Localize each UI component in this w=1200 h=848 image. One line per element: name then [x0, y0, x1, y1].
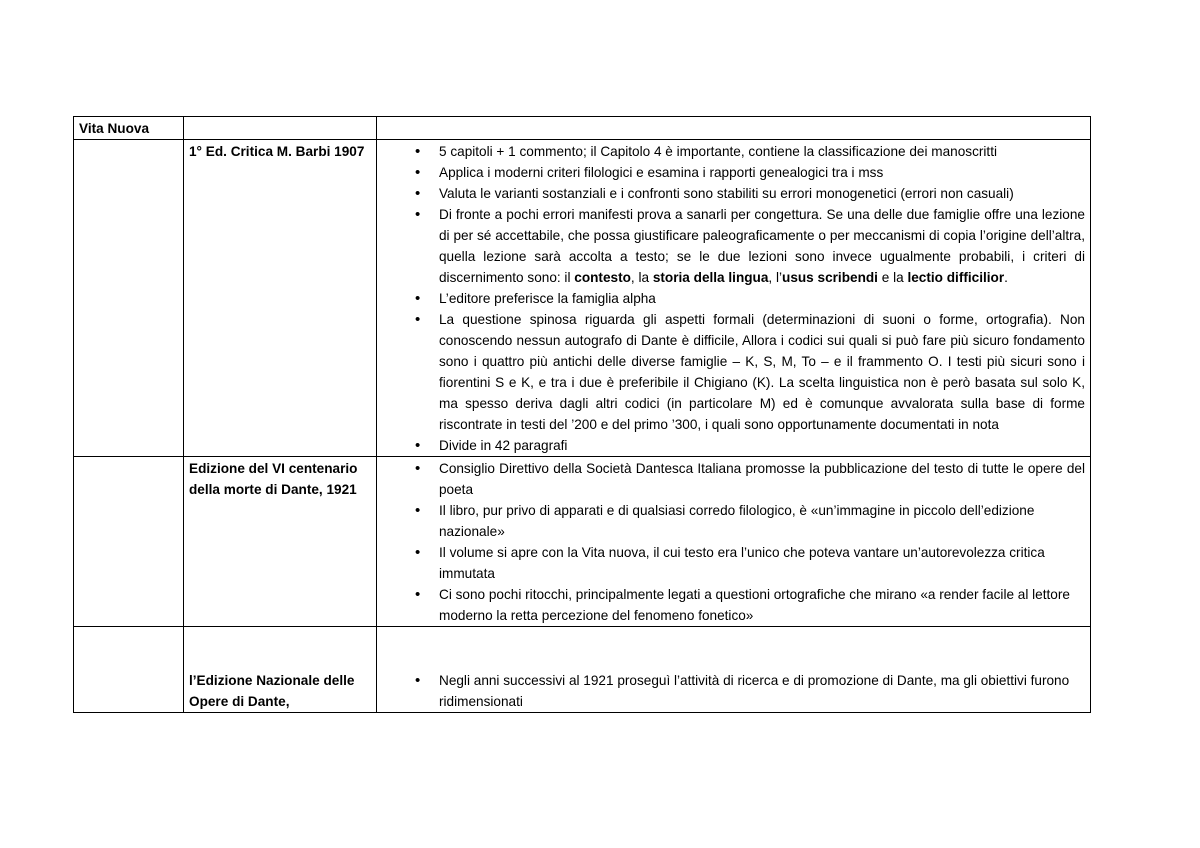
- cell-spacer: [382, 628, 1085, 670]
- empty-cell: [74, 140, 184, 457]
- table-row: [74, 140, 1091, 457]
- bullet-list: [382, 458, 1085, 626]
- vita-nuova-table: [73, 116, 1091, 713]
- notes-cell: [377, 627, 1091, 713]
- edition-label: 1° Ed. Critica M. Barbi 1907: [184, 140, 377, 457]
- criterion-history: storia della lingua: [652, 270, 769, 285]
- criterion-lectio: lectio difficilior: [907, 270, 1005, 285]
- list-item: • Applica i moderni criteri filologici e esamina i rapporti genealogici tra i mss: [439, 162, 1085, 183]
- list-item: • L’editore preferisce la famiglia alpha: [439, 288, 1085, 309]
- list-item-text: Di fronte a pochi errori manifesti prova a sanarli per congettura. Se una delle due famiglie offre una lezione di per sé accettabile, che possa giustificare paleograficamente o per meccanismi di copia l’origine dell’altra, quella lezione sarà accolta a testo; se le due lezioni sono invece ugualmente probabili, i criteri di discernimento sono: il: [439, 207, 1085, 285]
- list-item: • 5 capitoli + 1 commento; il Capitolo 4 è importante, contiene la classificazione dei manoscritti: [439, 141, 1085, 162]
- criterion-usus: usus scribendi: [782, 270, 878, 285]
- criterion-context: contesto: [574, 270, 631, 285]
- cell-spacer: [189, 628, 371, 670]
- list-item: • Divide in 42 paragrafi: [439, 435, 1085, 456]
- criterion-separator: , l’: [768, 270, 783, 285]
- criterion-separator: e la: [877, 270, 908, 285]
- list-item: [439, 204, 1085, 288]
- notes-cell: [377, 140, 1091, 457]
- edition-label: Edizione del VI centenario della morte di Dante, 1921: [184, 457, 377, 627]
- notes-cell: [377, 457, 1091, 627]
- header-empty-cell: [377, 117, 1091, 140]
- table-header-row: [74, 117, 1091, 140]
- list-item: • Valuta le varianti sostanziali e i confronti sono stabiliti su errori monogenetici (errori non casuali): [439, 183, 1085, 204]
- table-title: Vita Nuova: [74, 117, 184, 140]
- table-row: [74, 627, 1091, 713]
- list-item: • Consiglio Direttivo della Società Dantesca Italiana promosse la pubblicazione del testo di tutte le opere del poeta: [439, 458, 1085, 500]
- empty-cell: [74, 627, 184, 713]
- list-item: • Il libro, pur privo di apparati e di qualsiasi corredo filologico, è «un’immagine in piccolo dell’edizione nazionale»: [439, 500, 1085, 542]
- list-item: • Ci sono pochi ritocchi, principalmente legati a questioni ortografiche che mirano «a render facile al lettore moderno la retta percezione del fenomeno fonetico»: [439, 584, 1085, 626]
- list-item: • La questione spinosa riguarda gli aspetti formali (determinazioni di suoni o forme, ortografia). Non conoscendo nessun autografo di Dante è difficile, Allora i codici sui quali si può fare più sicuro fondamento sono i quattro più antichi delle diverse famiglie – K, S, M, To – e il frammento O. I testi più sicuri sono i fiorentini S e K, e tra i due è preferibile il Chigiano (K). La scelta linguistica non è però basata sul solo K, ma spesso deriva dagli altri codici (in particolare M) ed è comunque avvalorata sulla base di forme riscontrate in testi del ’200 e del primo ’300, i quali sono opportunamente documentati in nota: [439, 309, 1085, 435]
- edition-label-cell: [184, 627, 377, 713]
- list-item: • Il volume si apre con la Vita nuova, il cui testo era l’unico che poteva vantare un’autorevolezza critica immutata: [439, 542, 1085, 584]
- header-empty-cell: [184, 117, 377, 140]
- list-item: • Negli anni successivi al 1921 proseguì l’attività di ricerca e di promozione di Dante, ma gli obiettivi furono ridimensionati: [439, 670, 1085, 712]
- bullet-list: [382, 670, 1085, 712]
- edition-label: l’Edizione Nazionale delle Opere di Dante,: [189, 673, 355, 709]
- bullet-list: [382, 141, 1085, 456]
- criterion-end: .: [1004, 270, 1008, 285]
- criterion-separator: , la: [630, 270, 653, 285]
- empty-cell: [74, 457, 184, 627]
- table-row: [74, 457, 1091, 627]
